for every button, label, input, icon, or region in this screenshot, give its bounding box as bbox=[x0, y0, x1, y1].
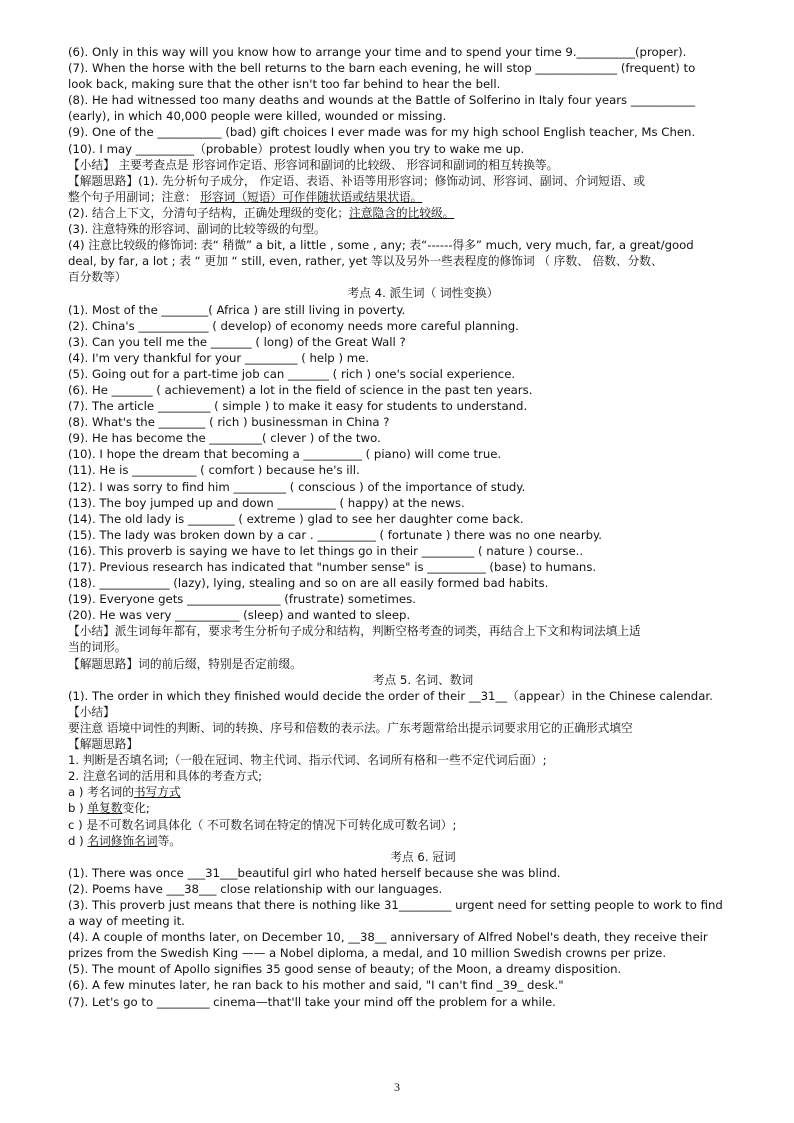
line-text: (2). 结合上下文，分清句子结构，正确处理级的变化； bbox=[68, 205, 350, 220]
line-text: deal, by far, a lot ; 表 “ 更加 “ still, even, rather, yet 等以及另外一些表程度的修饰词 （ 序数、 倍数、分数、 bbox=[68, 254, 663, 269]
line-text: (3). Can you tell me the _______ ( long) of the Great Wall ? bbox=[68, 334, 406, 349]
underlined-text: 单复数 bbox=[87, 801, 123, 816]
text-line bbox=[68, 833, 778, 849]
text-line bbox=[68, 817, 778, 833]
line-text: (1). There was once ___31___beautiful girl who hated herself because she was blind. bbox=[68, 865, 561, 880]
text-line bbox=[68, 237, 778, 253]
text-line bbox=[68, 124, 778, 140]
section-heading bbox=[68, 849, 778, 865]
line-text: 2. 注意名词的活用和具体的考查方式; bbox=[68, 769, 263, 784]
line-text: (1). Most of the ________( Africa ) are still living in poverty. bbox=[68, 302, 406, 317]
text-line bbox=[68, 752, 778, 768]
line-text: 整个句子用副词；注意： bbox=[68, 189, 201, 204]
text-line bbox=[68, 60, 778, 76]
underlined-text: 形容词（短语）可作伴随状语或结果状语。 bbox=[200, 189, 423, 204]
text-line bbox=[68, 961, 778, 977]
line-text: (18). ____________ (lazy), lying, stealing and so on are all easily formed bad habits. bbox=[68, 576, 549, 591]
text-line bbox=[68, 623, 778, 639]
line-text: c ) 是不可数名词具体化（ 不可数名词在特定的情况下可转化成可数名词）; bbox=[68, 817, 457, 832]
line-text: (5). The mount of Apollo signifies 35 good sense of beauty; of the Moon, a dreamy disposition. bbox=[68, 962, 622, 977]
text-line bbox=[68, 495, 778, 511]
line-text: 【解题思路】词的前后缀，特别是否定前缀。 bbox=[68, 656, 302, 671]
text-line bbox=[68, 607, 778, 623]
text-line bbox=[68, 768, 778, 784]
line-text: (7). When the horse with the bell returns to the barn each evening, he will stop ______________ (frequent) to bbox=[68, 61, 696, 76]
text-line bbox=[68, 865, 778, 881]
line-text: (14). The old lady is ________ ( extreme ) glad to see her daughter come back. bbox=[68, 511, 524, 526]
line-text: b ) bbox=[68, 801, 88, 816]
line-text: (4) 注意比较级的修饰词: 表“ 稍微” a bit, a little , some , any; 表“------得多” much, very much, far, a great/good bbox=[68, 238, 694, 253]
text-line bbox=[68, 511, 778, 527]
text-line bbox=[68, 945, 778, 961]
text-line bbox=[68, 221, 778, 237]
text-line bbox=[68, 994, 778, 1010]
underlined-text: 注意隐含的比较级。 bbox=[349, 205, 455, 220]
text-line bbox=[68, 736, 778, 752]
line-text: 【小结】 bbox=[68, 704, 115, 719]
text-line bbox=[68, 543, 778, 559]
text-line bbox=[68, 414, 778, 430]
text-line bbox=[68, 173, 778, 189]
text-line bbox=[68, 205, 778, 221]
line-text: (7). Let's go to _________ cinema—that'll take your mind off the problem for a while. bbox=[68, 994, 556, 1009]
line-text: (16). This proverb is saying we have to let things go in their _________ ( nature ) course.. bbox=[68, 543, 584, 558]
text-line bbox=[68, 591, 778, 607]
line-text: (2). China's ____________ ( develop) of economy needs more careful planning. bbox=[68, 318, 519, 333]
line-text: (4). I'm very thankful for your _________ ( help ) me. bbox=[68, 350, 370, 365]
line-text: (12). I was sorry to find him _________ ( conscious ) of the importance of study. bbox=[68, 479, 526, 494]
line-text: (8). What's the ________ ( rich ) businessman in China ? bbox=[68, 415, 390, 430]
line-text: (9). One of the ___________ (bad) gift choices I ever made was for my high school English teacher, Ms Chen. bbox=[68, 125, 696, 140]
line-text: 百分数等） bbox=[68, 270, 127, 285]
line-text: (10). I may __________（probable）protest loudly when you try to wake me up. bbox=[68, 141, 525, 156]
text-line bbox=[68, 929, 778, 945]
line-text: (5). Going out for a part-time job can _______ ( rich ) one's social experience. bbox=[68, 366, 516, 381]
line-text: (15). The lady was broken down by a car . __________ ( fortunate ) there was no one nearby. bbox=[68, 527, 603, 542]
text-line bbox=[68, 92, 778, 108]
line-text: (3). 注意特殊的形容词、副词的比较等级的句型。 bbox=[68, 222, 326, 237]
line-text: 要注意 语境中词性的判断、词的转换、序号和倍数的表示法。广东考题常给出提示词要求用它的正确形式填空 bbox=[68, 720, 633, 735]
line-text: (1). The order in which they finished would decide the order of their __31__（appear）in the Chinese calendar. bbox=[68, 688, 713, 703]
line-text: (10). I hope the dream that becoming a __________ ( piano) will come true. bbox=[68, 447, 502, 462]
line-text-after: 变化; bbox=[122, 801, 150, 816]
text-line bbox=[68, 479, 778, 495]
section-heading bbox=[68, 285, 778, 301]
line-text: (4). A couple of months later, on December 10, __38__ anniversary of Alfred Nobel's death, they receive their bbox=[68, 930, 708, 945]
line-text: (9). He has become the _________( clever ) of the two. bbox=[68, 431, 381, 446]
text-line bbox=[68, 688, 778, 704]
text-line bbox=[68, 639, 778, 655]
text-line bbox=[68, 462, 778, 478]
text-line bbox=[68, 157, 778, 173]
line-text: 考点 5. 名词、数词 bbox=[372, 672, 474, 687]
text-line bbox=[68, 350, 778, 366]
text-line bbox=[68, 76, 778, 92]
text-line bbox=[68, 720, 778, 736]
line-text: 【小结】 主要考查点是 形容词作定语、形容词和副词的比较级、 形容词和副词的相互转换等。 bbox=[68, 157, 559, 172]
line-text: (11). He is ___________ ( comfort ) because he's ill. bbox=[68, 463, 360, 478]
text-line bbox=[68, 913, 778, 929]
text-line bbox=[68, 800, 778, 816]
underlined-text: 书写方式 bbox=[133, 785, 181, 800]
line-text: a ) 考名词的 bbox=[68, 785, 134, 800]
text-line bbox=[68, 366, 778, 382]
line-text: (13). The boy jumped up and down __________ ( happy) at the news. bbox=[68, 495, 465, 510]
text-line bbox=[68, 44, 778, 60]
text-line bbox=[68, 302, 778, 318]
line-text-after: 等。 bbox=[157, 833, 181, 848]
line-text: (3). This proverb just means that there is nothing like 31_________ urgent need for setting people to work to find bbox=[68, 897, 723, 912]
line-text: prizes from the Swedish King —— a Nobel diploma, a medal, and 10 million Swedish crowns per prize. bbox=[68, 946, 667, 961]
line-text: (6). He _______ ( achievement) a lot in the field of science in the past ten years. bbox=[68, 382, 533, 397]
text-line bbox=[68, 784, 778, 800]
text-line bbox=[68, 334, 778, 350]
line-text: 考点 6. 冠词 bbox=[390, 849, 456, 864]
line-text: (early), in which 40,000 people were killed, wounded or missing. bbox=[68, 109, 447, 124]
document-page bbox=[68, 44, 778, 1010]
line-text: (6). A few minutes later, he ran back to his mother and said, "I can't find _39_ desk." bbox=[68, 978, 564, 993]
text-line bbox=[68, 318, 778, 334]
line-text: d ) bbox=[68, 833, 88, 848]
line-text: (19). Everyone gets ________________ (frustrate) sometimes. bbox=[68, 592, 416, 607]
text-line bbox=[68, 527, 778, 543]
text-line bbox=[68, 656, 778, 672]
underlined-text: 名词修饰名词 bbox=[87, 833, 158, 848]
line-text: (8). He had witnessed too many deaths and wounds at the Battle of Solferino in Italy four years ___________ bbox=[68, 93, 696, 108]
text-line bbox=[68, 977, 778, 993]
section-heading bbox=[68, 672, 778, 688]
text-line bbox=[68, 253, 778, 269]
line-text: (7). The article _________ ( simple ) to make it easy for students to understand. bbox=[68, 399, 528, 414]
text-line bbox=[68, 897, 778, 913]
text-line bbox=[68, 398, 778, 414]
line-text: (2). Poems have ___38___ close relationship with our languages. bbox=[68, 881, 443, 896]
text-line bbox=[68, 269, 778, 285]
line-text: (6). Only in this way will you know how to arrange your time and to spend your time 9.__________(proper). bbox=[68, 45, 687, 59]
text-line bbox=[68, 382, 778, 398]
text-line bbox=[68, 881, 778, 897]
text-line bbox=[68, 108, 778, 124]
line-text: 【小结】派生词每年都有，要求考生分析句子成分和结构，判断空格考查的词类，再结合上下文和构词法填上适 bbox=[68, 624, 641, 639]
text-line bbox=[68, 704, 778, 720]
line-text: 【解题思路】(1). 先分析句子成分， 作定语、表语、补语等用形容词；修饰动词、形容词、副词、介词短语、或 bbox=[68, 173, 646, 188]
text-line bbox=[68, 141, 778, 157]
text-line bbox=[68, 446, 778, 462]
text-line bbox=[68, 430, 778, 446]
text-line bbox=[68, 189, 778, 205]
text-line bbox=[68, 559, 778, 575]
line-text: 当的词形。 bbox=[68, 640, 127, 655]
line-text: 1. 判断是否填名词;（一般在冠词、物主代词、指示代词、名词所有格和一些不定代词后面）; bbox=[68, 753, 547, 768]
text-line bbox=[68, 575, 778, 591]
line-text: 【解题思路】 bbox=[68, 737, 139, 752]
line-text: (20). He was very ___________ (sleep) and wanted to sleep. bbox=[68, 608, 411, 623]
line-text: 考点 4. 派生词（ 词性变换） bbox=[347, 286, 499, 301]
line-text: (17). Previous research has indicated that "number sense" is __________ (base) to humans. bbox=[68, 560, 597, 574]
page-number: 3 bbox=[394, 1080, 400, 1094]
line-text: look back, making sure that the other isn't too far behind to hear the bell. bbox=[68, 77, 501, 92]
line-text: a way of meeting it. bbox=[68, 914, 185, 929]
